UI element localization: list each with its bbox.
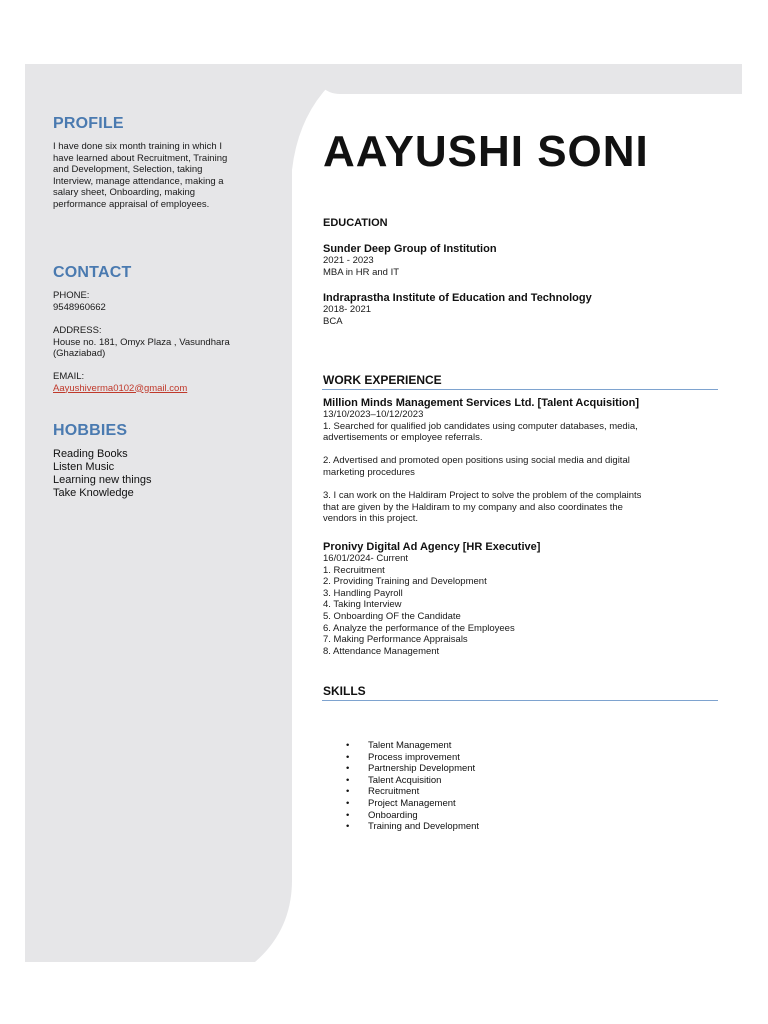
hobby-item: Listen Music (53, 461, 115, 473)
hobby-item: Learning new things (53, 474, 152, 486)
experience-heading: WORK EXPERIENCE (323, 373, 442, 387)
hobby-item: Reading Books (53, 448, 128, 460)
profile-line: I have done six month training in which I (53, 141, 222, 152)
job-entry (323, 541, 718, 657)
skill-item: • Partnership Development (346, 763, 696, 775)
job-title: Million Minds Management Services Ltd. [Talent Acquisition] (323, 397, 639, 409)
address-line: (Ghaziabad) (53, 348, 106, 360)
job-dates: 13/10/2023–10/12/2023 (323, 409, 424, 420)
contact-heading: CONTACT (53, 264, 132, 281)
hobby-item: Take Knowledge (53, 487, 134, 499)
profile-line: performance appraisal of employees. (53, 198, 210, 210)
school-years: 2018- 2021 (323, 304, 372, 315)
profile-line: and Development, Selection, taking (53, 164, 203, 176)
paragraph-line: 2. Advertised and promoted open positions using social media and digital (323, 455, 630, 467)
job-paragraph (323, 455, 718, 478)
job-dates: 16/01/2024- Current (323, 553, 409, 564)
address-label: ADDRESS: (53, 325, 102, 337)
person-name: AAYUSHI SONI (323, 127, 649, 176)
phone-label: PHONE: (53, 290, 90, 301)
profile-line: Interview, manage attendance, making a (53, 175, 224, 187)
skill-item: • Process improvement (346, 752, 696, 764)
profile-line: salary sheet, Onboarding, making (53, 187, 196, 199)
job-duty: 8. Attendance Management (323, 645, 440, 657)
profile-line: have learned about Recruitment, Training (53, 152, 228, 164)
email-label: EMAIL: (53, 370, 85, 382)
experience-divider (322, 389, 718, 390)
skill-item: • Project Management (346, 798, 696, 810)
skill-item: • Recruitment (346, 786, 696, 798)
skill-item: • Talent Acquisition (346, 775, 696, 787)
profile-text (53, 141, 278, 211)
paragraph-line: 3. I can work on the Haldiram Project to solve the problem of the complaints (323, 490, 642, 502)
job-title: Pronivy Digital Ad Agency [HR Executive] (323, 541, 541, 553)
address-line: House no. 181, Omyx Plaza , Vasundhara (53, 336, 230, 348)
job-paragraph (323, 421, 718, 444)
phone-value: 9548960662 (53, 301, 106, 313)
hobbies-heading: HOBBIES (53, 422, 128, 439)
paragraph-line: that are given by the Haldiram to my company and also coordinates the (323, 501, 623, 513)
top-band (310, 64, 742, 94)
paragraph-line: 1. Searched for qualified job candidates using computer databases, media, (323, 420, 638, 432)
skill-item: • Talent Management (346, 740, 696, 752)
paragraph-line: advertisements or employee referrals. (323, 432, 483, 444)
education-heading: EDUCATION (323, 217, 388, 229)
school-name: Indraprastha Institute of Education and Technology (323, 292, 592, 304)
job-duty: 7. Making Performance Appraisals (323, 634, 468, 646)
school-degree: BCA (323, 315, 343, 327)
education-entry (323, 292, 723, 327)
job-duty: 4. Taking Interview (323, 599, 402, 611)
education-entry (323, 243, 723, 278)
paragraph-line: marketing procedures (323, 466, 415, 478)
job-paragraph (323, 490, 718, 525)
job-duty: 5. Onboarding OF the Candidate (323, 610, 461, 622)
paragraph-line: vendors in this project. (323, 513, 419, 525)
hobbies-list (53, 448, 151, 500)
job-duty: 2. Providing Training and Development (323, 576, 487, 588)
school-years: 2021 - 2023 (323, 255, 374, 266)
skills-divider (322, 700, 718, 701)
job-duty: 1. Recruitment (323, 564, 385, 576)
email-link[interactable]: Aayushiverma0102@gmail.com (53, 382, 188, 394)
school-degree: MBA in HR and IT (323, 266, 400, 278)
job-entry (323, 397, 718, 525)
skill-item: • Training and Development (346, 821, 696, 833)
contact-block (53, 290, 283, 394)
profile-heading: PROFILE (53, 115, 124, 132)
skills-list (346, 740, 696, 833)
skill-item: • Onboarding (346, 810, 696, 822)
school-name: Sunder Deep Group of Institution (323, 243, 497, 255)
skills-heading: SKILLS (323, 684, 366, 698)
job-duty: 6. Analyze the performance of the Employees (323, 622, 515, 634)
job-duty: 3. Handling Payroll (323, 587, 403, 599)
